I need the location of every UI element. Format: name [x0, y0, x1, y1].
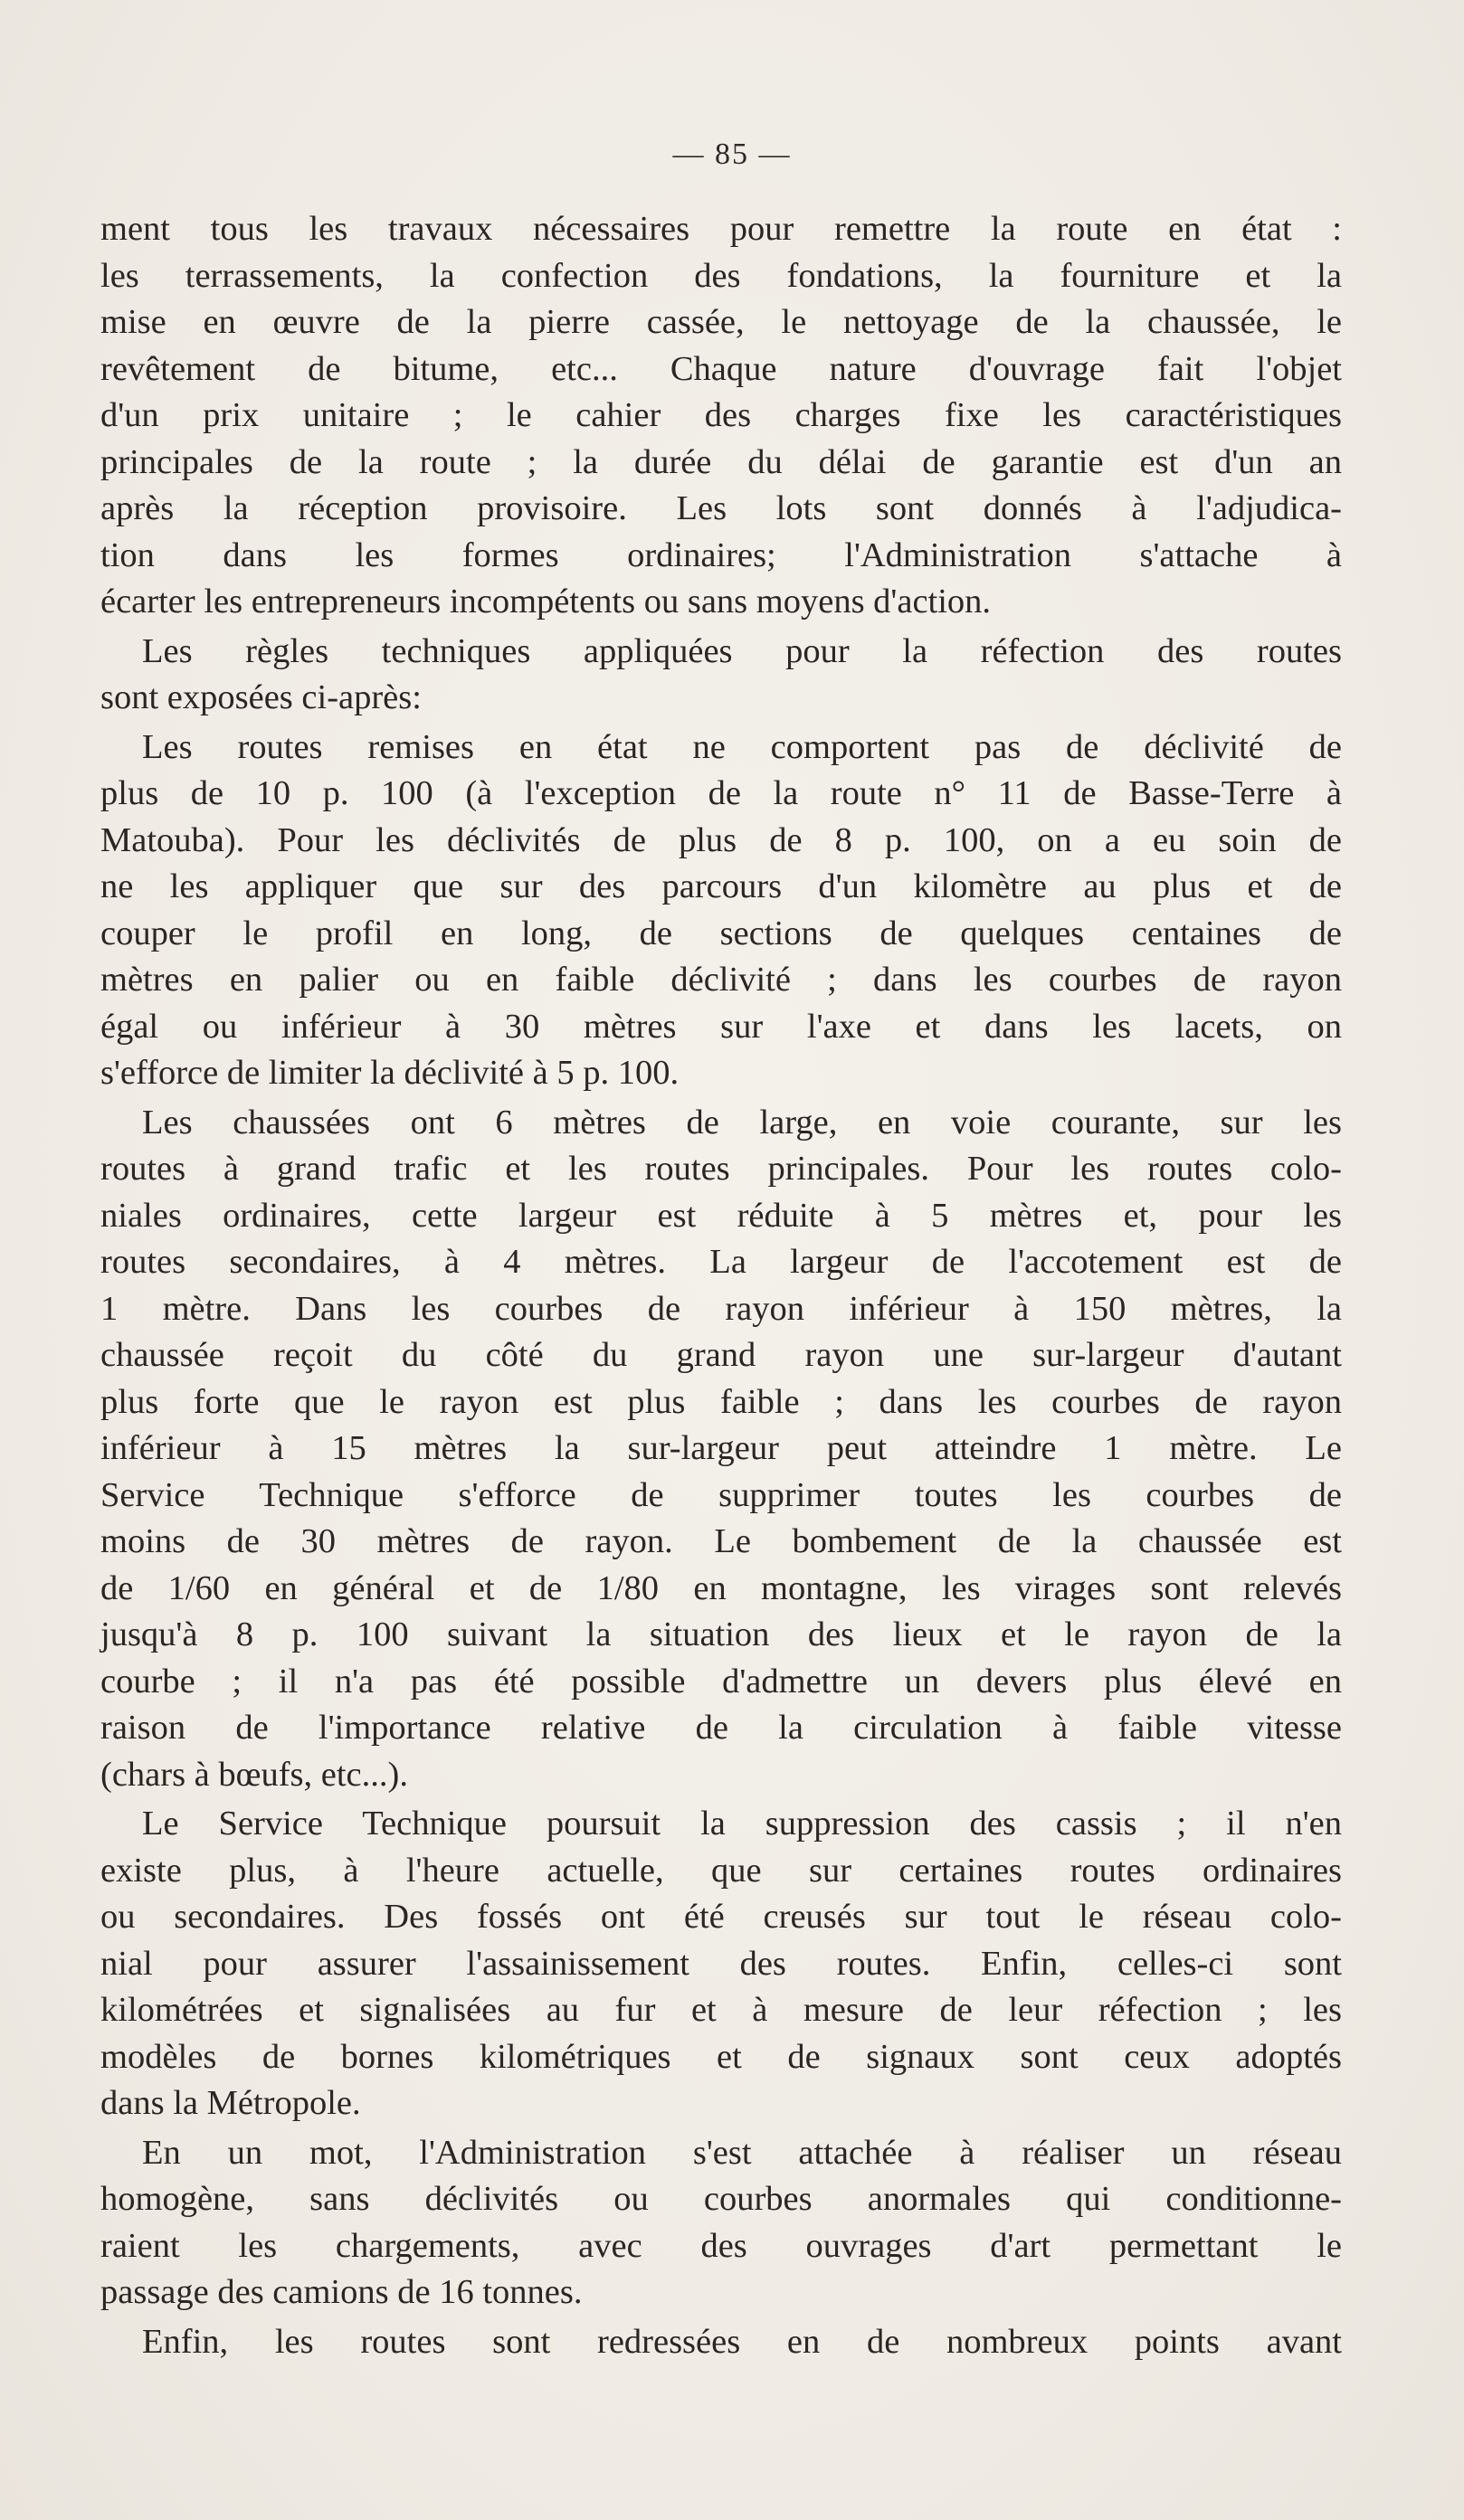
- text-line: tion dans les formes ordinaires; l'Administration s'attache à: [100, 535, 1342, 574]
- text-line: Les chaussées ont 6 mètres de large, en voie courante, sur les: [142, 1103, 1342, 1142]
- text-line: Le Service Technique poursuit la suppression des cassis ; il n'en: [142, 1805, 1342, 1843]
- text-line: existe plus, à l'heure actuelle, que sur certaines routes ordinaires: [100, 1851, 1342, 1890]
- text-line: homogène, sans déclivités ou courbes anormales qui conditionne-: [100, 2180, 1342, 2218]
- text-line: Les routes remises en état ne comportent pas de déclivité de: [142, 727, 1342, 766]
- text-line: plus forte que le rayon est plus faible ; dans les courbes de rayon: [100, 1382, 1342, 1421]
- body-text: [100, 206, 1342, 2368]
- text-line: raient les chargements, avec des ouvrages d'art permettant le: [100, 2226, 1342, 2265]
- text-line: En un mot, l'Administration s'est attachée à réaliser un réseau: [142, 2133, 1342, 2172]
- text-line: ne les appliquer que sur des parcours d'un kilomètre au plus et de: [100, 867, 1342, 905]
- text-line: nial pour assurer l'assainissement des routes. Enfin, celles-ci sont: [100, 1944, 1342, 1983]
- text-line: couper le profil en long, de sections de quelques centaines de: [100, 914, 1342, 952]
- text-line: dans la Métropole.: [100, 2084, 361, 2122]
- text-line: plus de 10 p. 100 (à l'exception de la route n° 11 de Basse-Terre à: [100, 774, 1342, 812]
- text-line: moins de 30 mètres de rayon. Le bombement de la chaussée est: [100, 1522, 1342, 1560]
- text-line: Enfin, les routes sont redressées en de nombreux points avant: [142, 2322, 1342, 2361]
- text-line: niales ordinaires, cette largeur est réduite à 5 mètres et, pour les: [100, 1196, 1342, 1235]
- text-line: de 1/60 en général et de 1/80 en montagne, les virages sont relevés: [100, 1568, 1342, 1607]
- text-line: 1 mètre. Dans les courbes de rayon inférieur à 150 mètres, la: [100, 1289, 1342, 1328]
- text-line: chaussée reçoit du côté du grand rayon une sur-largeur d'autant: [100, 1336, 1342, 1374]
- text-line: passage des camions de 16 tonnes.: [100, 2273, 583, 2311]
- text-line: (chars à bœufs, etc...).: [100, 1755, 408, 1794]
- text-line: modèles de bornes kilométriques et de signaux sont ceux adoptés: [100, 2037, 1342, 2076]
- text-line: mise en œuvre de la pierre cassée, le nettoyage de la chaussée, le: [100, 303, 1342, 341]
- text-line: routes secondaires, à 4 mètres. La largeur de l'accotement est de: [100, 1243, 1342, 1281]
- paragraph: [100, 629, 1342, 722]
- text-line: routes à grand trafic et les routes principales. Pour les routes colo-: [100, 1150, 1342, 1188]
- text-line: égal ou inférieur à 30 mètres sur l'axe et dans les lacets, on: [100, 1007, 1342, 1046]
- paragraph: [100, 725, 1342, 1097]
- text-line: courbe ; il n'a pas été possible d'admettre un devers plus élevé en: [100, 1662, 1342, 1701]
- text-line: revêtement de bitume, etc... Chaque nature d'ouvrage fait l'objet: [100, 349, 1342, 388]
- text-line: inférieur à 15 mètres la sur-largeur peut atteindre 1 mètre. Le: [100, 1429, 1342, 1467]
- text-line: Matouba). Pour les déclivités de plus de 8 p. 100, on a eu soin de: [100, 820, 1342, 859]
- text-line: écarter les entrepreneurs incompétents ou sans moyens d'action.: [100, 583, 992, 621]
- paragraph: [100, 206, 1342, 626]
- page-number: — 85 —: [672, 137, 792, 171]
- paragraph: [100, 2130, 1342, 2316]
- text-line: raison de l'importance relative de la circulation à faible vitesse: [100, 1709, 1342, 1747]
- paragraph: [100, 1100, 1342, 1799]
- text-line: kilométrées et signalisées au fur et à mesure de leur réfection ; les: [100, 1991, 1342, 2029]
- text-line: mètres en palier ou en faible déclivité ; dans les courbes de rayon: [100, 961, 1342, 999]
- text-line: d'un prix unitaire ; le cahier des charges fixe les caractéristiques: [100, 396, 1342, 434]
- text-line: principales de la route ; la durée du délai de garantie est d'un an: [100, 442, 1342, 481]
- text-line: après la réception provisoire. Les lots sont donnés à l'adjudica-: [100, 489, 1342, 527]
- text-line: Service Technique s'efforce de supprimer toutes les courbes de: [100, 1475, 1342, 1514]
- paragraph: [100, 1801, 1342, 2127]
- text-line: s'efforce de limiter la déclivité à 5 p. 100.: [100, 1054, 680, 1092]
- text-line: jusqu'à 8 p. 100 suivant la situation des lieux et le rayon de la: [100, 1615, 1342, 1653]
- text-line: Les règles techniques appliquées pour la réfection des routes: [142, 631, 1342, 670]
- text-line: ment tous les travaux nécessaires pour remettre la route en état :: [100, 210, 1342, 248]
- text-line: les terrassements, la confection des fondations, la fourniture et la: [100, 256, 1342, 295]
- text-line: ou secondaires. Des fossés ont été creusés sur tout le réseau colo-: [100, 1898, 1342, 1936]
- text-line: sont exposées ci-après:: [100, 678, 422, 716]
- paragraph: [100, 2319, 1342, 2366]
